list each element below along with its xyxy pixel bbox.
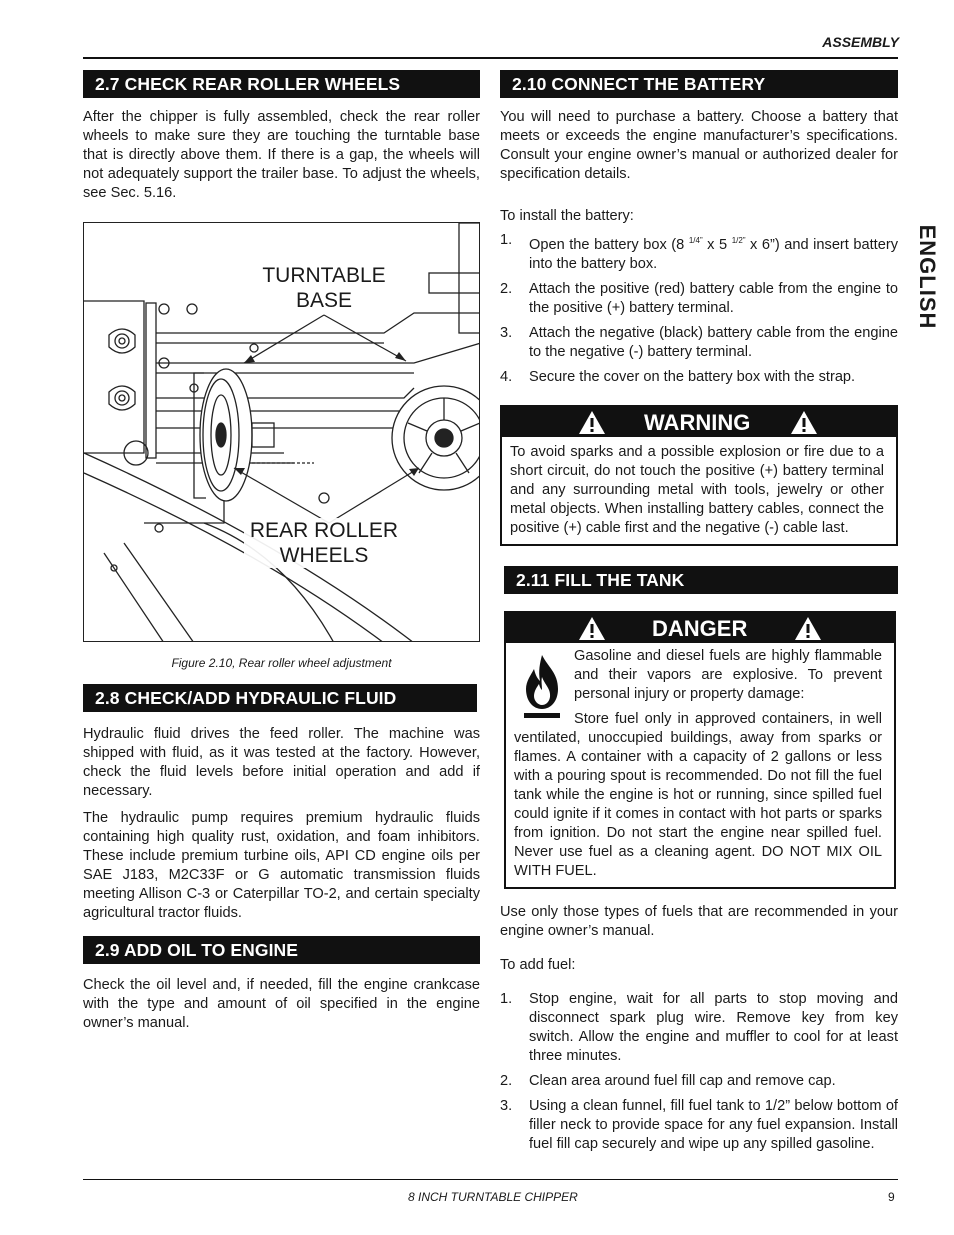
section-2-7-heading: 2.7 CHECK REAR ROLLER WHEELS [83, 70, 480, 98]
list-item-number: 2. [500, 280, 513, 297]
right-column [500, 70, 898, 1160]
footer-title: 8 INCH TURNTABLE CHIPPER [408, 1190, 578, 1204]
fraction-superscript: 1/2” [731, 236, 746, 245]
list-item [500, 324, 898, 362]
section-2-8-heading: 2.8 CHECK/ADD HYDRAULIC FLUID [83, 684, 477, 712]
fraction-superscript: 1/4” [688, 236, 703, 245]
figure-label-turntable-base [244, 263, 404, 313]
list-item-text: Secure the cover on the battery box with the strap. [529, 368, 856, 385]
battery-steps-intro: To install the battery: [500, 208, 634, 224]
warning-title: WARNING [644, 409, 751, 435]
list-item [500, 1097, 898, 1154]
list-item [500, 990, 898, 1066]
figure-label-line: WHEELS [279, 544, 369, 567]
section-2-7-body: After the chipper is fully assembled, check the rear roller wheels to make sure they are touching the turntable base that is directly above them. If there is a gap, the wheels will not adequately support the trailer base. To adjust the wheels, see Sec. 5.16. [83, 109, 480, 201]
page-number: 9 [888, 1190, 895, 1204]
warning-box [500, 405, 898, 546]
warning-triangle-icon [578, 410, 606, 435]
language-label: ENGLISH [915, 224, 940, 330]
footer-rule [83, 1179, 898, 1180]
section-2-8-paragraph-1: Hydraulic fluid drives the feed roller. The machine was shipped with fluid, as it was tested at the factory. However, check the fluid levels before initial operation and add if necessary. [83, 726, 480, 799]
figure-label-line: BASE [295, 289, 353, 312]
figure-caption: Figure 2.10, Rear roller wheel adjustment [171, 656, 392, 670]
language-side-tab [900, 222, 954, 332]
warning-triangle-icon [578, 616, 606, 641]
list-item-text: Clean area around fuel fill cap and remove cap. [529, 1072, 836, 1089]
warning-triangle-icon [790, 410, 818, 435]
list-item-number: 1. [500, 232, 513, 248]
fuel-steps-intro: To add fuel: [500, 956, 576, 973]
figure-label-line: REAR ROLLER [249, 519, 399, 542]
header-rule [83, 57, 898, 59]
battery-steps-list [500, 231, 898, 387]
warning-body: To avoid sparks and a possible explosion or fire due to a short circuit, do not touch the positive (+) battery terminal and any surrounding metal with tools, jewelry or other metal objects. When installing battery cables, connect the positive (+) cable first and the negative (-) cable last. [510, 443, 884, 536]
section-2-11-heading: 2.11 FILL THE TANK [504, 566, 898, 594]
danger-body [506, 643, 894, 887]
figure-label-line: TURNTABLE [262, 264, 386, 287]
section-2-9-body: Check the oil level and, if needed, fill the engine crankcase with the type and amount of oil specified in the engine owner’s manual. [83, 977, 480, 1031]
section-2-8-paragraph-2: The hydraulic pump requires premium hydraulic fluids containing high quality rust, oxidation, and foam inhibitors. These include premium turbine oils, API CD engine oils per SAE J183, M2C33F or G automatic transmission fluids meeting Allison C-3 or Caterpillar TO-2, and certain specialty agricultural tractor fluids. [83, 810, 480, 921]
warning-header [502, 407, 896, 437]
list-item-text: Attach the positive (red) battery cable from the engine to the positive (+) battery terminal. [529, 280, 898, 316]
danger-paragraph-2: Store fuel only in approved containers, in well ventilated, unoccupied buildings, away from sparks or flames. A container with a capacity of 2 gallons or less with a pouring spout is recommended. Do not fill the fuel tank while the engine is hot or running, since spilled fuel could ignite if it comes in contact with hot parts or sparks from ignition. Do not start the engine near spilled fuel. Never use fuel as a cleaning agent. DO NOT MIX OIL WITH FUEL. [514, 710, 882, 879]
list-item-number: 4. [500, 368, 513, 385]
list-item-number: 2. [500, 1072, 513, 1089]
danger-title: DANGER [652, 615, 748, 641]
list-item [500, 368, 898, 387]
list-item-number: 3. [500, 324, 513, 341]
list-item [500, 1072, 898, 1091]
danger-header [506, 613, 894, 643]
list-item [500, 280, 898, 318]
warning-triangle-icon [794, 616, 822, 641]
list-item-text: Using a clean funnel, fill fuel tank to 1/2” below bottom of filler neck to provide space for any fuel expansion. Install fuel fill cap securely and wipe up any spilled gasoline. [529, 1097, 898, 1152]
section-2-9-heading: 2.9 ADD OIL TO ENGINE [83, 936, 480, 964]
rear-roller-figure [83, 222, 480, 642]
danger-box [504, 611, 896, 889]
list-item-number: 1. [500, 990, 513, 1007]
fuel-steps-list [500, 990, 898, 1154]
list-item-text: Attach the negative (black) battery cable from the engine to the negative (-) battery terminal. [529, 324, 898, 360]
list-item-text: x 6”) and insert battery into the battery box. [529, 236, 899, 272]
figure-label-rear-roller-wheels [244, 518, 404, 568]
section-2-11-paragraph-1: Use only those types of fuels that are recommended in your engine owner’s manual. [500, 903, 898, 939]
section-2-10-paragraph-1: You will need to purchase a battery. Choose a battery that meets or exceeds the engine manufacturer’s specifications. Consult your engine owner’s manual or authorized dealer for specification details. [500, 109, 898, 182]
list-item-text: Open the battery box (8 [529, 236, 689, 253]
list-item [500, 231, 898, 274]
list-item-text: x 5 [702, 236, 732, 253]
section-2-10-heading: 2.10 CONNECT THE BATTERY [500, 70, 898, 98]
list-item-text: Stop engine, wait for all parts to stop moving and disconnect spark plug wire. Remove key from key switch. Allow the engine and muffler to cool for at least three minutes. [529, 990, 898, 1064]
left-column [83, 70, 480, 1033]
flame-icon [518, 651, 566, 723]
header-section-label: ASSEMBLY [822, 34, 899, 50]
list-item-number: 3. [500, 1097, 513, 1114]
danger-paragraph-1: Gasoline and diesel fuels are highly flammable and their vapors are explosive. To prevent personal injury or property damage: [574, 647, 882, 702]
